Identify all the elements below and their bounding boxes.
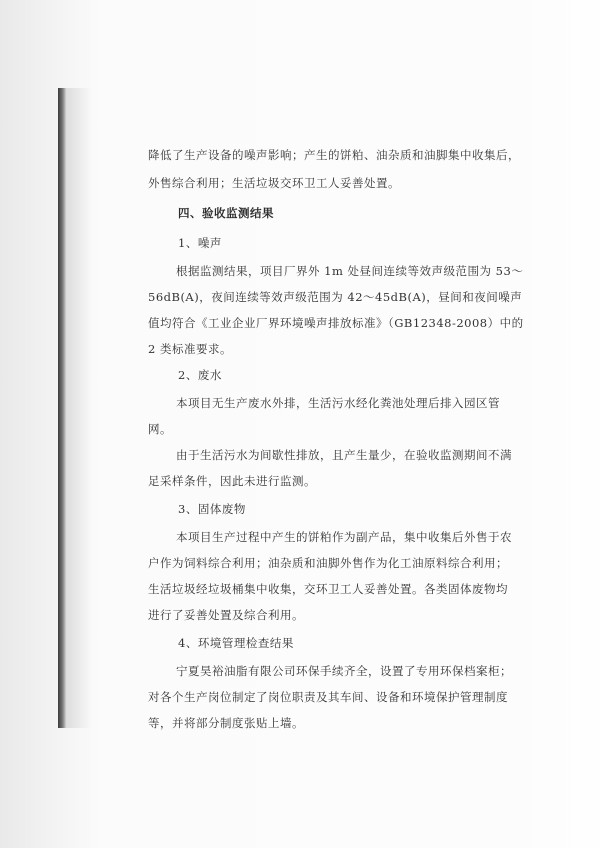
paragraph-line: 宁夏昊裕油脂有限公司环保手续齐全，设置了专用环保档案柜； <box>176 664 512 678</box>
paragraph-line: 生活垃圾经垃圾桶集中收集，交环卫工人妥善处置。各类固体废物均 <box>148 582 508 596</box>
paragraph-line: 进行了妥善处置及综合利用。 <box>148 608 304 622</box>
paragraph-line: 值均符合《工业企业厂界环境噪声排放标准》（GB12348-2008）中的 <box>148 316 524 330</box>
paragraph-line: 本项目生产过程中产生的饼粕作为副产品，集中收集后外售于农 <box>176 530 512 544</box>
paragraph-line: 本项目无生产废水外排，生活污水经化粪池处理后排入园区管 <box>176 396 500 410</box>
paragraph-line: 2 类标准要求。 <box>148 342 232 356</box>
subsection-heading: 2、废水 <box>178 368 222 382</box>
section-heading: 四、验收监测结果 <box>178 206 274 220</box>
subsection-heading: 1、噪声 <box>178 236 222 250</box>
subsection-heading: 3、固体废物 <box>178 502 246 516</box>
paragraph-line: 外售综合利用；生活垃圾交环卫工人妥善处置。 <box>148 176 400 190</box>
paragraph-line: 56dB(A)，夜间连续等效声级范围为 42～45dB(A)，昼间和夜间噪声 <box>148 290 523 304</box>
paragraph-line: 对各个生产岗位制定了岗位职责及其车间、设备和环境保护管理制度 <box>148 690 508 704</box>
paragraph-line: 由于生活污水为间歇性排放，且产生量少，在验收监测期间不满 <box>176 448 512 462</box>
paragraph-line: 等，并将部分制度张贴上墙。 <box>148 716 304 730</box>
paragraph-line: 根据监测结果，项目厂界外 1m 处昼间连续等效声级范围为 53～ <box>176 264 524 278</box>
paragraph-line: 户作为饲料综合利用；油杂质和油脚外售作为化工油原料综合利用； <box>148 556 508 570</box>
subsection-heading: 4、环境管理检查结果 <box>178 636 294 650</box>
paragraph-line: 降低了生产设备的噪声影响；产生的饼粕、油杂质和油脚集中收集后， <box>148 148 520 162</box>
paragraph-line: 足采样条件，因此未进行监测。 <box>148 474 316 488</box>
paragraph-line: 网。 <box>148 422 172 436</box>
